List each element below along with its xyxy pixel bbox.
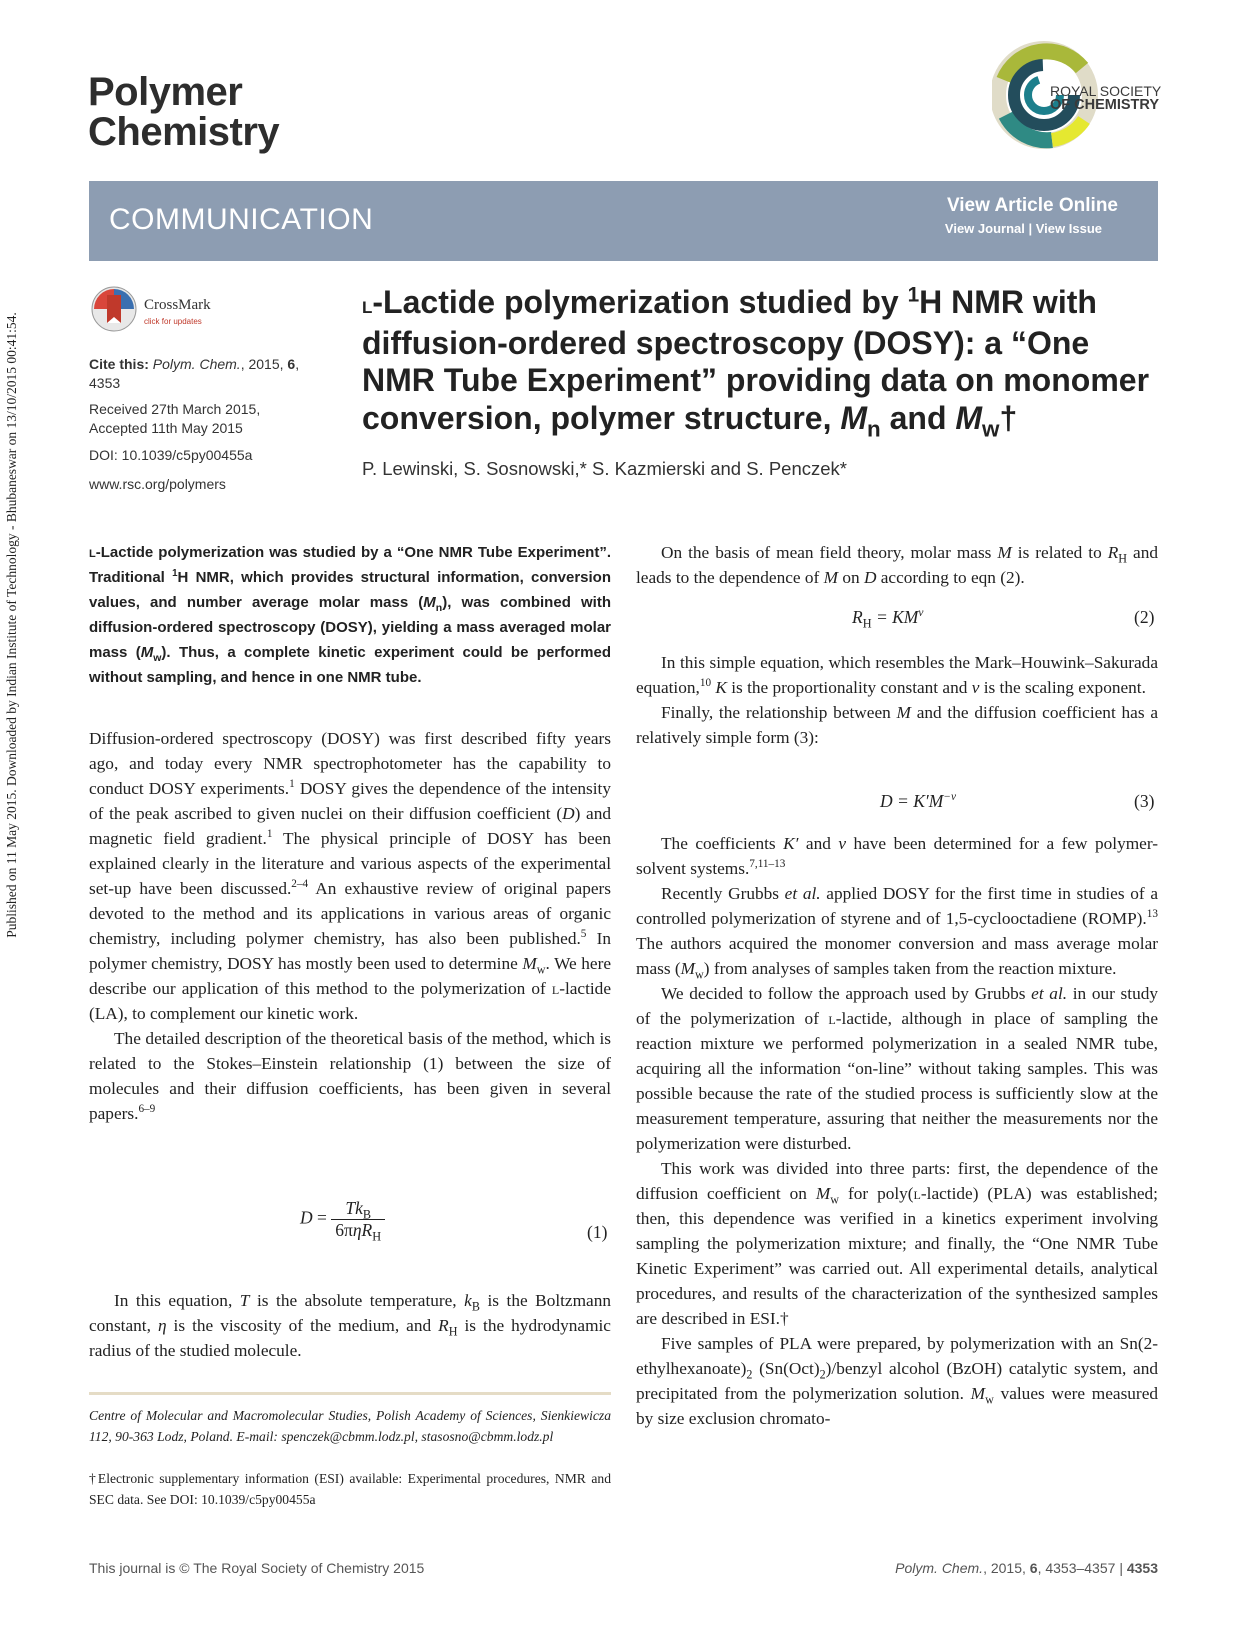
right-paragraph-8 [636, 1331, 1158, 1431]
eq1-6pi: 6π [335, 1220, 353, 1240]
rp1-R: R [1107, 543, 1119, 562]
lp3-R: R [438, 1316, 449, 1335]
lp1-e: An exhaustive review of original papers devoted to the method and its applications in various areas of organic chemistry, including polymer chemistry, has also been published. [89, 879, 611, 948]
affiliation-footnote: Centre of Molecular and Macromolecular Studies, Polish Academy of Sciences, Sienkiewicza 112, 90-363 Lodz, Poland. E-mail: spenczek@cbmm.lodz.pl, stasosno@cbmm.lodz.pl [89, 1408, 611, 1444]
footer-year: , 2015, [983, 1560, 1030, 1576]
rp7-M: M [815, 1184, 831, 1203]
rp8-s2: 2 [819, 1367, 826, 1382]
lp1-b: DOSY gives the dependence of the intensity of the peak ascribed to given nuclei on their diffusion coefficient ( [89, 779, 611, 823]
crossmark-label: CrossMark [144, 297, 211, 313]
rp1-e: according to eqn (2). [876, 568, 1025, 587]
rp1-b: is related to [1011, 543, 1108, 562]
cite-page: 4353 [89, 375, 121, 391]
lp3-b: is the absolute temperature, [249, 1291, 465, 1310]
title-mn-m: M [840, 399, 868, 436]
ref-link[interactable]: 6–9 [138, 1103, 156, 1116]
lp3-T: T [239, 1291, 250, 1310]
right-paragraph-3 [636, 700, 1158, 750]
copyright-footer: This journal is © The Royal Society of Chemistry 2015 [89, 1560, 425, 1576]
cite-volume: 6 [287, 356, 296, 372]
page-footer [895, 1560, 1158, 1576]
abstract-part1: -Lactide polymerization was studied by a “One NMR Tube Experiment”. Traditional [89, 544, 611, 586]
lp1-c: ) and magnetic field gradient. [89, 804, 612, 848]
lp3-H: H [448, 1324, 458, 1339]
footer-volume: 6 [1029, 1560, 1038, 1576]
rp1-H: H [1118, 551, 1128, 566]
ref-link[interactable]: 7,11–13 [749, 858, 786, 871]
lp3-a: In this equation, [114, 1291, 240, 1310]
view-article-online-link[interactable]: View Article Online [946, 195, 1118, 216]
rp8-d: values were measured by size exclusion chromato- [636, 1384, 1158, 1428]
citation-block [89, 355, 329, 393]
lp3-c: is the Boltzmann constant, [89, 1291, 611, 1335]
rp5-w: w [695, 967, 704, 982]
view-links [945, 221, 1102, 236]
journal-title-line2: Chemistry [88, 110, 280, 154]
right-paragraph-6 [636, 981, 1158, 1156]
footer-separator: | [1119, 1560, 1123, 1576]
rp6-b: in our study of the polymerization of [636, 984, 1159, 1028]
equation-1 [300, 1198, 385, 1244]
title-part1: -Lactide polymerization studied by [372, 284, 908, 320]
equation-3-number: (3) [1134, 791, 1155, 811]
lp2-a: The detailed description of the theoretical basis of the method, which is related to the Stokes–Einstein relationship (1) between the size of molecules and their diffusion coefficients, has been given in several papers. [89, 1029, 611, 1123]
eq1-equals: = [312, 1207, 332, 1228]
logo-line2: OF CHEMISTRY [1050, 97, 1160, 113]
rp7-w: w [830, 1192, 839, 1207]
doi: DOI: 10.1039/c5py00455a [89, 447, 253, 463]
rp8-M: M [970, 1384, 986, 1403]
journal-title-line1: Polymer [88, 70, 243, 114]
equation-2 [852, 607, 924, 631]
equation-3 [880, 791, 956, 812]
right-paragraph-4 [636, 831, 1158, 881]
title-dagger: † [999, 399, 1018, 436]
rp5-d: ) from analyses of samples taken from the reaction mixture. [703, 959, 1117, 978]
eq1-T: T [345, 1198, 356, 1218]
equation-2-number: (2) [1134, 607, 1155, 627]
ref-link[interactable]: 2–4 [291, 878, 309, 891]
title-mn-n: n [867, 415, 881, 441]
ref-link[interactable]: 1 [289, 778, 295, 791]
abstract-mn-m: M [423, 594, 436, 611]
rp6-a: We decided to follow the approach used by Grubbs [661, 984, 1032, 1003]
eq1-D: D [300, 1207, 313, 1228]
view-links-separator: | [1028, 221, 1033, 236]
journal-url[interactable]: www.rsc.org/polymers [89, 476, 226, 492]
crossmark-sub: click for updates [144, 317, 202, 326]
eq1-R: R [361, 1220, 373, 1240]
eq2-R: R [852, 607, 863, 627]
article-title [362, 283, 1162, 441]
eq2-nu: ν [918, 607, 924, 620]
abstract-mw-w: w [153, 652, 162, 664]
eq2-H: H [862, 616, 872, 631]
right-paragraph-5 [636, 881, 1158, 981]
abstract-l: l [89, 544, 96, 561]
rp4-nu: ν [838, 834, 846, 853]
rp4-c: have been determined for a few polymer-solvent systems. [636, 834, 1159, 878]
lp1-h: -lactide (LA), to complement our kinetic work. [89, 979, 611, 1023]
equation-1-number: (1) [587, 1222, 608, 1242]
left-paragraph-3 [89, 1288, 611, 1363]
right-column-text-3 [636, 831, 1158, 1431]
lp1-a: Diffusion-ordered spectroscopy (DOSY) was first described fifty years ago, and today every NMR spectrophotometer has the capability to conduct DOSY experiments. [89, 729, 611, 798]
rsc-logo-text [1050, 84, 1161, 112]
rp1-a: On the basis of mean field theory, molar mass [661, 543, 998, 562]
cite-journal: Polym. Chem. [152, 356, 241, 372]
lp1-M: M [522, 954, 537, 973]
rp3-b: and the diffusion coefficient has a relatively simple form (3): [636, 703, 1158, 747]
left-paragraph-2 [89, 1026, 611, 1126]
rp7-b: for poly( [838, 1184, 914, 1203]
rp4-K: K′ [783, 834, 799, 853]
lp1-f: In polymer chemistry, DOSY has mostly been used to determine [89, 929, 611, 973]
rp5-et-al: et al. [784, 884, 821, 903]
lp3-eta: η [157, 1316, 167, 1335]
rp3-a: Finally, the relationship between [661, 703, 897, 722]
article-type-label: COMMUNICATION [109, 203, 374, 236]
cite-comma: , [295, 356, 300, 372]
rp8-b: (Sn(Oct) [752, 1359, 820, 1378]
cite-year: , 2015, [240, 356, 288, 372]
download-side-note [2, 230, 22, 1020]
rp1-M2: M [823, 568, 839, 587]
rp2-b: is the proportionality constant and [726, 678, 972, 697]
rp2-nu: ν [971, 678, 980, 697]
left-column-text-2 [89, 1288, 611, 1363]
rp4-a: The coefficients [661, 834, 784, 853]
right-column-text-2 [636, 650, 1158, 750]
logo-line1: ROYAL SOCIETY [1050, 83, 1162, 99]
abstract-sup1: 1 [172, 568, 178, 579]
footer-page-number: 4353 [1126, 1560, 1158, 1576]
eq1-fraction [331, 1198, 385, 1244]
received-date: Received 27th March 2015, [89, 401, 261, 417]
view-journal-link[interactable]: View Journal [944, 221, 1025, 236]
rp3-M: M [896, 703, 911, 722]
eq3-exp: −ν [943, 791, 956, 804]
eq2-rest: = KM [871, 607, 919, 627]
abstract-part3: ), was combined with diffusion-ordered spectroscopy (DOSY), yielding a mass averaged molar mass ( [89, 594, 611, 661]
title-l-prefix: l [362, 292, 373, 319]
left-column-text [89, 726, 611, 1126]
title-part2: H NMR with diffusion-ordered spectroscopy (DOSY): a “One NMR Tube Experiment” providing data on monomer conversion, polymer structure, [362, 284, 1150, 436]
abstract-part2: H NMR, which provides structural information, conversion values, and number average molar mass ( [89, 569, 612, 611]
abstract-mn-n: n [435, 602, 443, 614]
title-mw-w: w [982, 415, 1000, 441]
eq1-B: B [362, 1207, 372, 1222]
journal-title [88, 72, 279, 152]
download-note-text: Published on 11 May 2015. Downloaded by Indian Institute of Technology - Bhubaneswar on 13/10/2015 00:41:54. [4, 312, 19, 938]
rp1-d: on [838, 568, 864, 587]
ref-link[interactable]: 13 [1146, 908, 1158, 921]
title-mw-m: M [955, 399, 983, 436]
rp1-D: D [863, 568, 877, 587]
rp7-a: This work was divided into three parts: first, the dependence of the diffusion coefficient on [636, 1159, 1158, 1203]
view-issue-link[interactable]: View Issue [1035, 221, 1102, 236]
title-and: and [880, 399, 956, 436]
rp8-a: Five samples of PLA were prepared, by polymerization with an Sn(2-ethylhexanoate) [636, 1334, 1158, 1378]
rp6-et-al: et al. [1031, 984, 1068, 1003]
rp7-l: l [913, 1184, 921, 1203]
abstract [89, 540, 611, 690]
rp6-c: -lactide, although in place of sampling the reaction mixture we performed polymerization in a sealed NMR tube, acquiring all the information “on-line” without taking samples. This was possible because the rate of the studied process is sufficiently slow at the measurement temperature, assuring that neither the measurements nor the polymerization were disturbed. [636, 1009, 1158, 1153]
lp3-k: k [464, 1291, 472, 1310]
ref-link[interactable]: 10 [699, 677, 712, 690]
footer-pages: , 4353–4357 [1037, 1560, 1116, 1576]
lp3-d: is the viscosity of the medium, and [166, 1316, 439, 1335]
eq1-denominator [331, 1220, 385, 1244]
lp1-g: . We here describe our application of this method to the polymerization of [89, 954, 611, 998]
rp2-c: is the scaling exponent. [979, 678, 1146, 697]
eq1-k: k [355, 1198, 363, 1218]
rp1-M: M [997, 543, 1012, 562]
lp3-e: is the hydrodynamic radius of the studied molecule. [89, 1316, 611, 1360]
crossmark-icon [90, 285, 138, 333]
footnote-rule [89, 1392, 611, 1395]
right-paragraph-7 [636, 1156, 1158, 1331]
rp5-b: applied DOSY for the first time in studies of a controlled polymerization of styrene and of 1,5-cyclooctadiene (ROMP). [636, 884, 1158, 928]
abstract-mw-m: M [140, 644, 154, 661]
rp5-M: M [680, 959, 696, 978]
cite-label: Cite this: [89, 356, 149, 372]
title-sup1: 1 [907, 283, 920, 307]
rp8-w: w [985, 1392, 994, 1407]
ref-link[interactable]: 5 [580, 928, 587, 941]
rp4-b: and [798, 834, 839, 853]
author-list: P. Lewinski, S. Sosnowski,* S. Kazmierski and S. Penczek* [362, 458, 847, 479]
rp5-c: The authors acquired the monomer conversion and mass average molar mass ( [636, 934, 1158, 978]
right-paragraph-1 [636, 540, 1158, 590]
rp5-a: Recently Grubbs [661, 884, 785, 903]
rp1-c: and leads to the dependence of [636, 543, 1158, 587]
footer-journal: Polym. Chem. [895, 1560, 984, 1576]
abstract-part4: ). Thus, a complete kinetic experiment could be performed without sampling, and hence in one NMR tube. [89, 644, 611, 686]
esi-footnote: †Electronic supplementary information (ESI) available: Experimental procedures, NMR and SEC data. See DOI: 10.1039/c5py00455a [89, 1471, 611, 1507]
article-type-banner [89, 181, 1158, 261]
rp8-s1: 2 [746, 1367, 753, 1382]
lp1-d: The physical principle of DOSY has been explained clearly in the literature and various aspects of the experimental set-up have been discussed. [89, 829, 611, 898]
lp1-l: l [551, 979, 560, 998]
right-column-text-1 [636, 540, 1158, 590]
left-paragraph-1 [89, 726, 611, 1026]
accepted-date: Accepted 11th May 2015 [89, 420, 243, 436]
lp3-B: B [471, 1299, 480, 1314]
rp6-l: l [828, 1009, 836, 1028]
rp2-K: K [715, 678, 727, 697]
eq1-H: H [372, 1229, 382, 1244]
right-paragraph-2 [636, 650, 1158, 700]
ref-link[interactable]: 1 [266, 828, 273, 841]
lp1-D: D [562, 804, 575, 823]
lp1-w: w [536, 962, 546, 977]
rp7-c: -lactide) (PLA) was established; then, this dependence was verified in a kinetics experiment involving sampling the polymerization mixture; and finally, the “One NMR Tube Kinetic Experiment” was carried out. All experimental details, analytical procedures, and results of the characterization of the synthesized samples are described in ESI.† [636, 1184, 1158, 1328]
eq1-eta: η [352, 1220, 362, 1240]
rp8-c: )/benzyl alcohol (BzOH) catalytic system, and precipitated from the polymerization solution. [636, 1359, 1158, 1403]
eq3-lhs: D = K′M [880, 791, 944, 811]
rp2-a: In this simple equation, which resembles the Mark–Houwink–Sakurada equation, [636, 653, 1158, 697]
crossmark-button[interactable] [90, 285, 230, 335]
eq1-numerator [331, 1198, 385, 1220]
